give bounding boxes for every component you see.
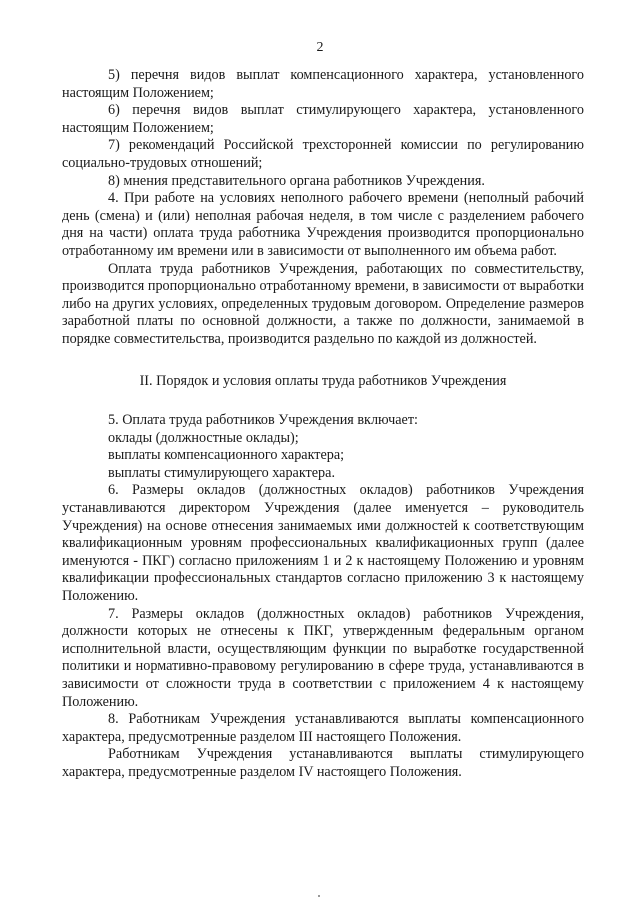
list-item-incentive: выплаты стимулирующего характера. <box>108 464 335 481</box>
list-clause-5: 5. Оплата труда работников Учреждения включает: <box>108 412 418 429</box>
paragraph-clause-6: 6. Размеры окладов (должностных окладов) работников Учреждения устанавливаются директором Учреждения (далее именуется – руководитель Учреждения) на основе отнесения занимаемых ими должностей к соответствующим квалификационным уровням профессиональных квалификационных групп (далее именуются - ПКГ) согласно приложениям 1 и 2 к настоящему Положению и уровням квалификации профессиональных стандартов согласно приложению 3 к настоящему Положению. <box>62 482 584 605</box>
section-heading: II. Порядок и условия оплаты труда работников Учреждения <box>139 372 507 389</box>
paragraph-clause-8: 8. Работникам Учреждения устанавливаются выплаты компенсационного характера, предусмотренные разделом III настоящего Положения. <box>62 711 584 745</box>
page-number: 2 <box>316 40 324 55</box>
list-item-salaries: оклады (должностные оклады); <box>108 429 299 446</box>
paragraph-item-7: 7) рекомендаций Российской трехсторонней комиссии по регулированию социально-трудовых отношений; <box>62 137 584 171</box>
scan-artifact <box>318 895 320 897</box>
paragraph-part-time: Оплата труда работников Учреждения, работающих по совместительству, производится пропорционально отработанному времени, в зависимости от выработки либо на других условиях, определенных трудовым договором. Определение размеров заработной платы по основной должности, а также по должности, занимаемой в порядке совместительства, производится раздельно по каждой из должностей. <box>62 260 584 347</box>
paragraph-item-8: 8) мнения представительного органа работников Учреждения. <box>108 172 485 189</box>
paragraph-item-6: 6) перечня видов выплат стимулирующего характера, установленного настоящим Положением; <box>62 102 584 136</box>
list-item-compensation: выплаты компенсационного характера; <box>108 447 345 464</box>
paragraph-item-5: 5) перечня видов выплат компенсационного характера, установленного настоящим Положением; <box>62 67 584 101</box>
document-body <box>62 67 584 782</box>
paragraph-clause-4: 4. При работе на условиях неполного рабочего времени (неполный рабочий день (смена) и (или) неполная рабочая неделя, в том числе с разделением рабочего дня на части) оплата труда работника Учреждения производится пропорционально отработанному им времени или в зависимости от выполненного им объема работ. <box>62 190 584 259</box>
paragraph-clause-7: 7. Размеры окладов (должностных окладов) работников Учреждения, должности которых не отнесены к ПКГ, утвержденным федеральным органом исполнительной власти, осуществляющим функции по выработке государственной политики и нормативно-правовому регулированию в сфере труда, устанавливаются в зависимости от сложности труда в соответствии с приложением 4 к настоящему Положению. <box>62 605 584 710</box>
paragraph-incentive-payments: Работникам Учреждения устанавливаются выплаты стимулирующего характера, предусмотренные разделом IV настоящего Положения. <box>62 746 584 780</box>
